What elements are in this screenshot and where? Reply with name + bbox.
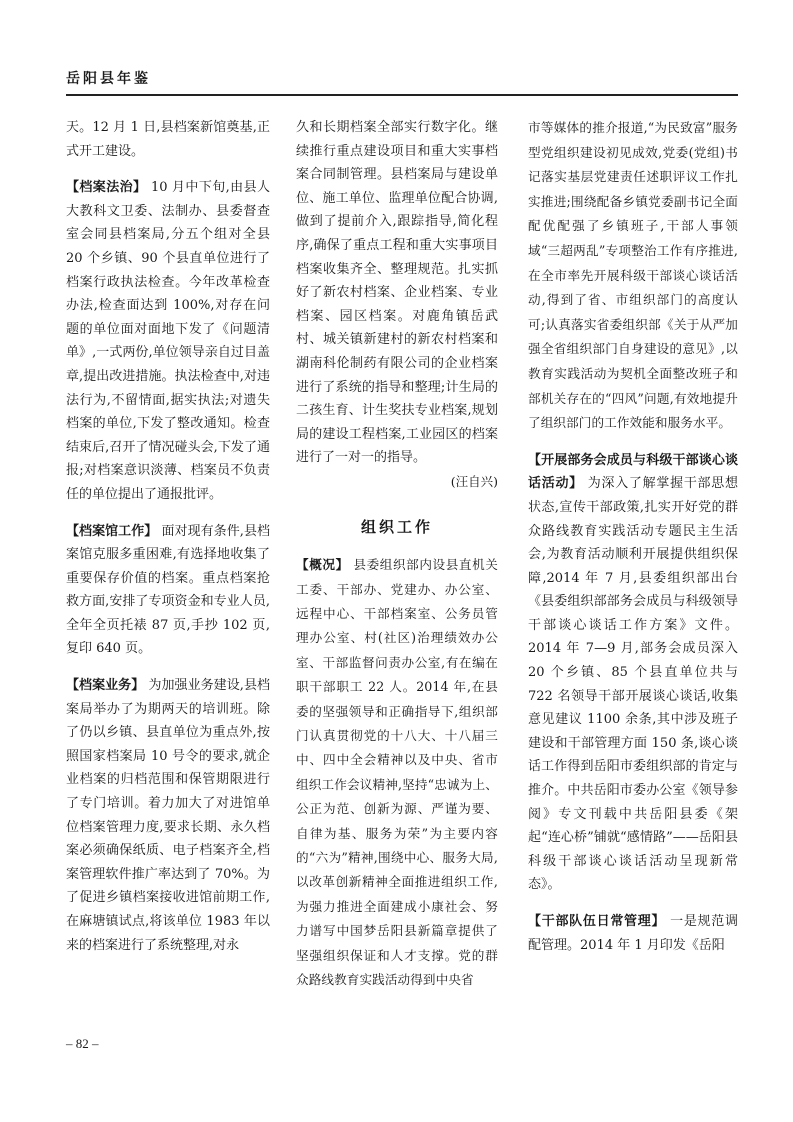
- section-body: 10 月中下旬,由县人大教科文卫委、法制办、县委督查室会同县档案局,分五个组对全县 20 个乡镇、90 个县直单位进行了档案行政执法检查。今年改革检查办法,检查面达到 100%,对存在问题的单位面对面地下发了《问题清单》,一式两份,单位领导亲自过目盖章,提出改进措施。执法检查中,对违法行为,不留情面,据实执法;对遗失档案的单位,下发了整改通知。检查结束后,召开了情况碰头会,下发了通报;对档案意识淡薄、档案员不负责任的单位提出了通报批评。: [66, 180, 270, 502]
- section-body: 为加强业务建设,县档案局举办了为期两天的培训班。除了仍以乡镇、县直单位为重点外,按照国家档案局 10 号令的要求,就企业档案的归档范围和保管期限进行了专门培训。着力加大了对进馆单位档案管理力度,要求长期、永久档案必须确保纸质、电子档案齐全,档案管理软件推广率达到了 70%。为了促进乡镇档案接收进馆前期工作,在麻塘镇试点,将该单位 1983 年以来的档案进行了系统整理,对永: [66, 678, 270, 953]
- running-header: [66, 56, 738, 108]
- yearbook-title: 岳阳县年鉴: [66, 71, 151, 87]
- paragraph: 市等媒体的推介报道,“为民致富”服务型党组织建设初见成效,党委(党组)书记落实基层党建责任述职评议工作扎实推进;围绕配备乡镇党委副书记全面配优配强了乡镇班子,干部人事领域“三超两乱”专项整治工作有序推进,在全市率先开展科级干部谈心谈话活动,得到了省、市组织部门的高度认可;认真落实省委组织部《关于从严加强全省组织部门自身建设的意见》,以教育实践活动为契机全面整改班子和部机关存在的“四风”问题,有效地提升了组织部门的工作效能和服务水平。: [528, 120, 738, 431]
- section-body: 一是规范调配管理。2014 年 1 月印发《岳阳: [528, 914, 738, 953]
- section-title: 组织工作: [360, 517, 433, 536]
- section-body: 为深入了解掌握干部思想状态,宣传干部政策,扎实开好党的群众路线教育实践活动专题民主生活会,为教育活动顺利开展提供组织保障,2014 年 7 月,县委组织部出台《县委组织部部务会成员与科级领导干部谈心谈话工作方案》文件。2014 年 7—9 月,部务会成员深入 20 个乡镇、85 个县直单位共与 722 名领导干部开展谈心谈话,收集意见建议 1100 余条,其中涉及班子建设和干部管理方面 150 条,谈心谈话工作得到岳阳市委组织部的肯定与推介。中共岳阳市委办公室《领导参阅》专文刊载中共岳阳县委《架起“连心桥”铺就“感情路”——岳阳县科级干部谈心谈话活动呈现新常态》。: [528, 476, 738, 893]
- author-signature: (汪自兴): [450, 473, 498, 489]
- text-column-1: [66, 116, 270, 1044]
- section-cadre-management: [528, 910, 738, 957]
- section-archive-hall-work: [66, 520, 270, 662]
- section-heading: 【档案法治】: [66, 180, 147, 196]
- section-heading: 【概况】: [296, 557, 349, 573]
- section-heading: 【档案业务】: [66, 678, 145, 694]
- text-column-2: [296, 116, 498, 1044]
- section-heading: 【档案馆工作】: [66, 523, 158, 539]
- header-rule: [66, 94, 738, 96]
- section-archives-law: [66, 176, 270, 506]
- section-overview: [296, 553, 498, 992]
- section-body: 面对现有条件,县档案馆克服多重困难,有选择地收集了重要保存价值的档案。重点档案抢救方面,安排了专项资金和专业人员,全年全页托裱 87 页,手抄 102 页,复印 640 页。: [66, 523, 270, 657]
- section-heading: 【开展部务会成员与科级干部谈心谈话活动】: [528, 452, 738, 492]
- text-column-3: [528, 116, 738, 1044]
- section-archive-business: [66, 674, 270, 957]
- section-heart-to-heart-talks: [528, 449, 738, 897]
- paragraph: 久和长期档案全部实行数字化。继续推行重点建设项目和重大实事档案合同制管理。县档案局与建设单位、施工单位、监理单位配合协调,做到了提前介入,跟踪指导,简化程序,确保了重点工程和重大实事项目档案收集齐全、整理规范。扎实抓好了新农村档案、企业档案、专业档案、园区档案。对鹿角镇岳武村、城关镇新建村的新农村档案和湖南科伦制药有限公司的企业档案进行了系统的指导和整理;计生局的二孩生育、计生奖扶专业档案,规划局的建设工程档案,工业园区的档案进行了一对一的指导。: [296, 120, 498, 466]
- paragraph: 天。12 月 1 日,县档案新馆奠基,正式开工建设。: [66, 120, 270, 159]
- page-number: – 82 –: [66, 1036, 99, 1051]
- section-body: 县委组织部内设县直机关工委、干部办、党建办、办公室、远程中心、干部档案室、公务员管理办公室、村(社区)治理绩效办公室、干部监督问责办公室,有在编在职干部职工 22 人。2014 年,在县委的坚强领导和正确指导下,组织部门认真贯彻党的十八大、十八届三中、四中全会精神以及中央、省市组织工作会议精神,坚持“忠诚为上、公正为范、创新为源、严谨为要、自律为基、服务为荣”为主要内容的“六为”精神,围绕中心、服务大局,以改革创新精神全面推进组织工作,为强力推进全面建成小康社会、努力谱写中国梦岳阳县新篇章提供了坚强组织保证和人才支撑。党的群众路线教育实践活动得到中央省: [296, 557, 498, 987]
- section-heading: 【干部队伍日常管理】: [528, 914, 666, 929]
